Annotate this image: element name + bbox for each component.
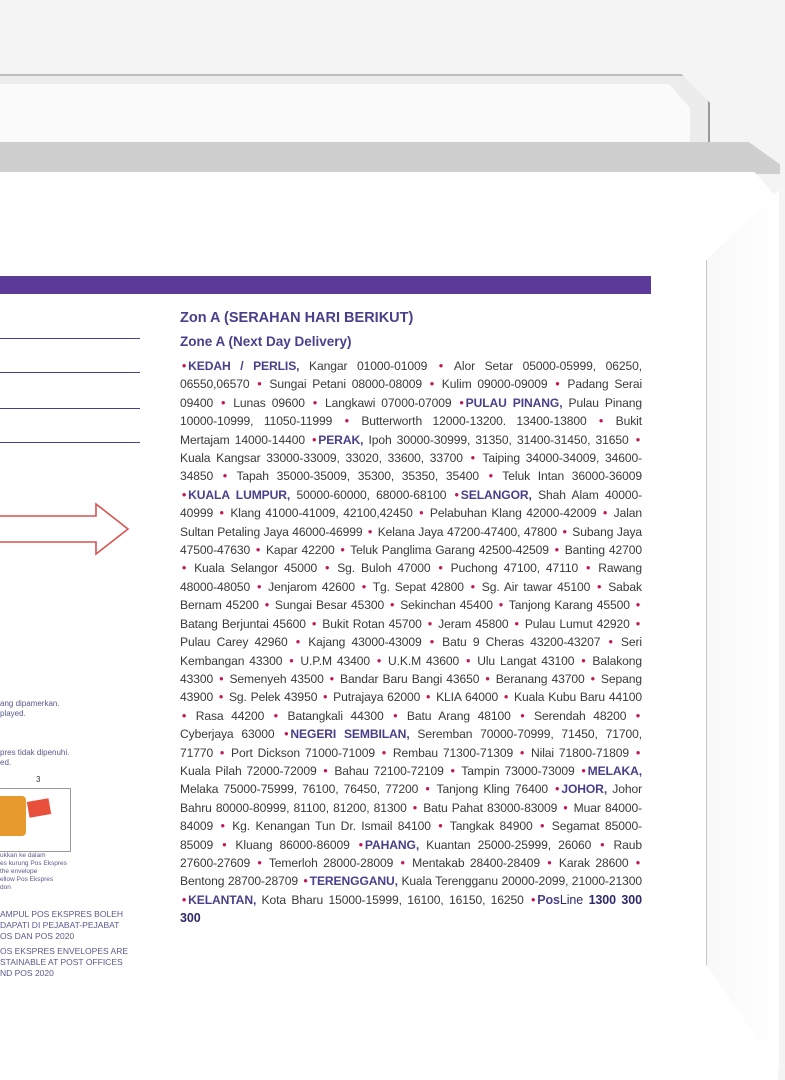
postcode-entry: Butterworth 12000-13200. 13400-13800 [361, 414, 587, 429]
purple-header-bar [0, 276, 651, 294]
bullet-icon: • [325, 561, 330, 576]
postcode-entry: Putrajaya 62000 [333, 690, 421, 705]
form-line [0, 372, 140, 373]
bullet-icon: • [412, 800, 418, 815]
postcode-entry: Port Dickson 71000-71009 [231, 745, 376, 760]
postcode-entry: Pulau Pinang 10000-10999, 11050-11999 [180, 395, 642, 429]
postcode-entry: Kapar 42200 [265, 543, 335, 558]
postcode-entry: Raub 27600-27609 [180, 837, 642, 870]
postcode-entry: Taiping 34000-34009, 34600-34850 [180, 451, 643, 484]
postcode-entry: Kg. Kenangan Tun Dr. Ismail 84100 [232, 819, 431, 834]
postcode-entry: Sungai Besar 45300 [274, 598, 385, 613]
postcode-entry: Teluk Intan 36000-36009 [502, 469, 642, 484]
posline-number: 1300 300 300 [180, 892, 642, 926]
bullet-icon: • [555, 377, 560, 392]
postcode-entry: Tanjong Kling 76400 [436, 782, 549, 797]
state-name: PERAK, [318, 432, 364, 447]
state-name: KEDAH / PERLIS, [188, 359, 300, 373]
bullet-icon: • [427, 616, 433, 631]
bullet-icon: • [182, 561, 187, 576]
postcode-entry: Jeram 45800 [438, 616, 509, 631]
bullet-icon: • [531, 892, 536, 907]
postcode-entry: Batu Pahat 83000-83009 [423, 800, 558, 815]
postcode-entry: Batu 9 Cheras 43200-43207 [442, 635, 601, 650]
bullet-icon: • [429, 377, 434, 392]
postcode-entry: Alor Setar 05000-05999, 06250, 06550,06570 [180, 359, 643, 392]
posline-label-line: Line [559, 892, 584, 907]
postcode-entry: Pelabuhan Klang 42000-42009 [429, 506, 597, 521]
postcode-entry: Serendah 48200 [534, 708, 627, 723]
bullet-icon: • [602, 506, 608, 521]
postcode-entry: Sekinchan 45400 [400, 598, 493, 613]
bullet-icon: • [498, 598, 503, 613]
bullet-icon: • [429, 635, 434, 650]
postcode-entry: Mentakab 28400-28409 [412, 855, 541, 870]
postcode-entry: Sg. Buloh 47000 [337, 561, 431, 576]
bullet-icon: • [426, 690, 431, 705]
bullet-icon: • [381, 745, 387, 760]
postcode-entry: Sungai Petani 08000-08009 [269, 377, 422, 392]
postcode-entry: Johor Bahru 80000-80999, 81100, 81200, 81300 [180, 782, 643, 815]
side-note-availability-en: OS EKSPRES ENVELOPES ARE STAINABLE AT POST OFFICES ND POS 2020 [0, 946, 129, 978]
bullet-icon: • [438, 819, 443, 834]
postcode-entry: Tampin 73000-73009 [461, 763, 575, 778]
bullet-icon: • [635, 745, 641, 760]
postcode-entry: Kluang 86000-86009 [235, 837, 350, 852]
bullet-icon: • [390, 598, 395, 613]
bullet-icon: • [450, 763, 455, 778]
postcode-entry: Subang Jaya 47500-47630 [180, 524, 643, 558]
postcode-entry: Bentong 28700-28709 [180, 874, 299, 889]
postcode-entry: Semenyeh 43500 [229, 671, 324, 686]
bullet-icon: • [220, 819, 225, 834]
state-name: JOHOR, [561, 782, 608, 797]
bullet-icon: • [470, 451, 475, 466]
postcode-entry: 50000-60000, 68000-68100 [296, 487, 447, 502]
bullet-icon: • [504, 690, 509, 705]
postcode-entry: Tangkak 84900 [449, 819, 533, 834]
state-name: NEGERI SEMBILAN, [290, 727, 410, 742]
side-note-availability-my: AMPUL POS EKSPRES BOLEH DAPATI DI PEJABAT-PEJABAT OS DAN POS 2020 [0, 909, 123, 941]
bullet-icon: • [289, 653, 294, 668]
bullet-icon: • [547, 855, 552, 870]
bullet-icon: • [221, 395, 226, 410]
bullet-icon: • [256, 543, 261, 558]
postcode-entry: Jenjarom 42600 [268, 579, 356, 594]
side-note-instructions: ukkan ke dalam es kurung Pos Ekspres the envelope ellow Pos Ekspres don [0, 852, 67, 891]
postcode-entry: Segamat 85000-85009 [180, 819, 643, 852]
postcode-entry: Batangkali 44300 [287, 708, 384, 723]
postcode-entry: Banting 42700 [564, 543, 642, 558]
bullet-icon: • [488, 469, 493, 484]
bullet-icon: • [182, 708, 187, 723]
parcel-jar-icon [0, 796, 26, 836]
state-name: KELANTAN, [188, 892, 257, 907]
arrow-right-icon [0, 502, 132, 558]
bullet-icon: • [284, 727, 289, 742]
adhesive-strip [0, 84, 690, 144]
bullet-icon: • [358, 837, 363, 852]
bullet-icon: • [340, 543, 345, 558]
postcode-entry: Temerloh 28000-28009 [268, 855, 394, 870]
bullet-icon: • [218, 690, 224, 705]
bullet-icon: • [635, 855, 640, 870]
bullet-icon: • [257, 855, 262, 870]
bullet-icon: • [608, 635, 613, 650]
postcode-entry: Karak 28600 [558, 855, 629, 870]
bullet-icon: • [454, 487, 459, 502]
zone-content [180, 310, 642, 928]
bullet-icon: • [519, 745, 525, 760]
bullet-icon: • [264, 598, 269, 613]
postcode-entry: Kajang 43000-43009 [308, 635, 422, 650]
bullet-icon: • [312, 616, 317, 631]
bullet-icon: • [635, 432, 640, 447]
postcode-entry: U.K.M 43600 [388, 653, 460, 668]
bullet-icon: • [635, 708, 641, 723]
bullet-icon: • [514, 616, 519, 631]
bullet-icon: • [312, 432, 317, 447]
bullet-icon: • [222, 837, 227, 852]
postcode-entry: Langkawi 07000-07009 [325, 395, 452, 410]
postcode-entry: U.P.M 43400 [300, 653, 370, 668]
postcode-entry: Teluk Panglima Garang 42500-42509 [350, 543, 549, 558]
state-name: TERENGGANU, [309, 874, 398, 889]
postcode-entry: Tg. Sepat 42800 [372, 579, 464, 594]
bullet-icon: • [312, 395, 318, 410]
postcode-entry: Sg. Air tawar 45100 [481, 579, 591, 594]
bullet-icon: • [220, 745, 225, 760]
bullet-icon: • [182, 487, 187, 502]
form-line [0, 338, 140, 339]
bullet-icon: • [635, 598, 640, 613]
bullet-icon: • [182, 359, 187, 373]
postcode-entry: Beranang 43700 [495, 671, 585, 686]
side-note-requirement: pres tidak dipenuhi. ed. [0, 748, 70, 767]
zone-title-english: Zone A (Next Day Delivery) [180, 334, 352, 349]
postcode-entry: KLIA 64000 [436, 690, 499, 705]
bullet-icon: • [361, 579, 367, 594]
postcode-entry: Melaka 75000-75999, 76100, 76450, 77200 [180, 782, 419, 797]
bullet-icon: • [295, 635, 301, 650]
state-name: PULAU PINANG, [465, 395, 563, 410]
bullet-icon: • [563, 800, 568, 815]
postcode-entry: Tanjong Karang 45500 [508, 598, 630, 613]
postcode-entry: Sabak Bernam 45200 [180, 579, 642, 613]
postcode-entry: Kuala Terengganu 20000-2099, 21000-21300 [401, 874, 642, 889]
bullet-icon: • [635, 616, 640, 631]
postcode-entry: Kuala Pilah 72000-72009 [180, 763, 317, 778]
state-name: KUALA LUMPUR, [188, 487, 291, 502]
postcode-entry: Kangar 01000-01009 [309, 359, 428, 373]
bullet-icon: • [368, 524, 373, 539]
postcode-entry: Lunas 09600 [233, 395, 305, 410]
bullet-icon: • [554, 543, 559, 558]
envelope-side-fold [706, 190, 779, 1070]
bullet-icon: • [425, 782, 430, 797]
postcode-entry: Tapah 35000-35009, 35300, 35350, 35400 [236, 469, 479, 484]
postcode-entry: Shah Alam 40000-40999 [180, 487, 643, 521]
postcode-entry: Kelana Jaya 47200-47400, 47800 [377, 524, 558, 539]
bullet-icon: • [273, 708, 278, 723]
bullet-icon: • [323, 690, 328, 705]
postcode-entry: Kulim 09000-09009 [441, 377, 548, 392]
bullet-icon: • [459, 395, 464, 410]
postcode-entry: Puchong 47100, 47110 [450, 561, 579, 576]
bullet-icon: • [257, 377, 262, 392]
form-line [0, 442, 140, 443]
postcode-entry: Muar 84000-84009 [180, 800, 642, 834]
postcode-entry: Kuala Kangsar 33000-33009, 33020, 33600, 33700 [180, 451, 463, 466]
state-name: MELAKA, [587, 763, 642, 778]
postcode-entry: Sg. Pelek 43950 [228, 690, 318, 705]
postcode-entry: Balakong 43300 [180, 653, 643, 686]
side-note-display: ang dipamerkan. played. [0, 699, 60, 718]
bullet-icon: • [485, 671, 490, 686]
bullet-icon: • [600, 837, 605, 852]
bullet-icon: • [323, 763, 328, 778]
bullet-icon: • [581, 653, 586, 668]
bullet-icon: • [438, 561, 443, 576]
postcode-entry: Bandar Baru Bangi 43650 [340, 671, 480, 686]
postcode-entry: Ipoh 30000-30999, 31350, 31400-31450, 31650 [368, 432, 629, 447]
bullet-icon: • [520, 708, 525, 723]
postcode-entry: Seri Kembangan 43300 [180, 635, 643, 668]
bullet-icon: • [344, 414, 349, 429]
bullet-icon: • [219, 506, 224, 521]
bullet-icon: • [376, 653, 382, 668]
bullet-icon: • [400, 855, 405, 870]
state-name: PAHANG, [364, 837, 420, 852]
postcode-entry: Seremban 70000-70999, 71450, 71700, 71770 [180, 727, 642, 760]
postcode-entry: Cyberjaya 63000 [180, 727, 275, 742]
postcode-entry: Kuala Selangor 45000 [194, 561, 318, 576]
postcode-entry: Bukit Rotan 45700 [322, 616, 422, 631]
postcode-entry: Bukit Mertajam 14000-14400 [180, 414, 643, 447]
bullet-icon: • [393, 708, 398, 723]
postcode-entry: Klang 41000-41009, 42100,42450 [230, 506, 413, 521]
postcode-entry: Kota Bharu 15000-15999, 16100, 16150, 16250 [261, 892, 524, 907]
bullet-icon: • [466, 653, 471, 668]
postcode-entry: Rasa 44200 [195, 708, 265, 723]
bullet-icon: • [581, 763, 586, 778]
postcode-entry: Batu Arang 48100 [406, 708, 511, 723]
postcode-entry: Batang Berjuntai 45600 [180, 616, 306, 631]
bullet-icon: • [540, 819, 545, 834]
postcode-entry: Nilai 71800-71809 [530, 745, 630, 760]
bullet-icon: • [329, 671, 334, 686]
postcode-entry: Sepang 43900 [180, 671, 643, 705]
postcode-entry: Jalan Sultan Petaling Jaya 46000-46999 [180, 506, 643, 539]
bullet-icon: • [470, 579, 475, 594]
postcode-entry: Kuala Kubu Baru 44100 [513, 690, 643, 705]
postcode-entry: Padang Serai 09400 [180, 377, 643, 410]
state-name: SELANGOR, [460, 487, 532, 502]
postcode-entry: Pulau Carey 42960 [180, 635, 288, 650]
bullet-icon: • [303, 874, 308, 889]
bullet-icon: • [182, 892, 187, 907]
form-line [0, 408, 140, 409]
bullet-icon: • [555, 782, 560, 797]
bullet-icon: • [597, 579, 602, 594]
bullet-icon: • [257, 579, 262, 594]
bullet-icon: • [219, 671, 224, 686]
zone-title-malay: Zon A (SERAHAN HARI BERIKUT) [180, 310, 414, 326]
bullet-icon: • [222, 469, 227, 484]
postcode-entry: Bahau 72100-72109 [334, 763, 444, 778]
zone-list [180, 357, 642, 928]
step-number: 3 [36, 775, 41, 784]
bullet-icon: • [586, 561, 591, 576]
bullet-icon: • [419, 506, 424, 521]
postcode-entry: Kuantan 25000-25999, 26060 [426, 837, 592, 852]
bullet-icon: • [438, 359, 443, 373]
bullet-icon: • [562, 524, 567, 539]
postcode-entry: Pulau Lumut 42920 [524, 616, 630, 631]
bullet-icon: • [599, 414, 604, 429]
postcode-entry: Rembau 71300-71309 [392, 745, 514, 760]
cardboard-edge [0, 142, 780, 174]
postcode-entry: Rawang 48000-48050 [180, 561, 642, 594]
postcode-entry: Ulu Langat 43100 [477, 653, 575, 668]
bullet-icon: • [590, 671, 595, 686]
posline-label-pos: Pos [537, 892, 560, 907]
